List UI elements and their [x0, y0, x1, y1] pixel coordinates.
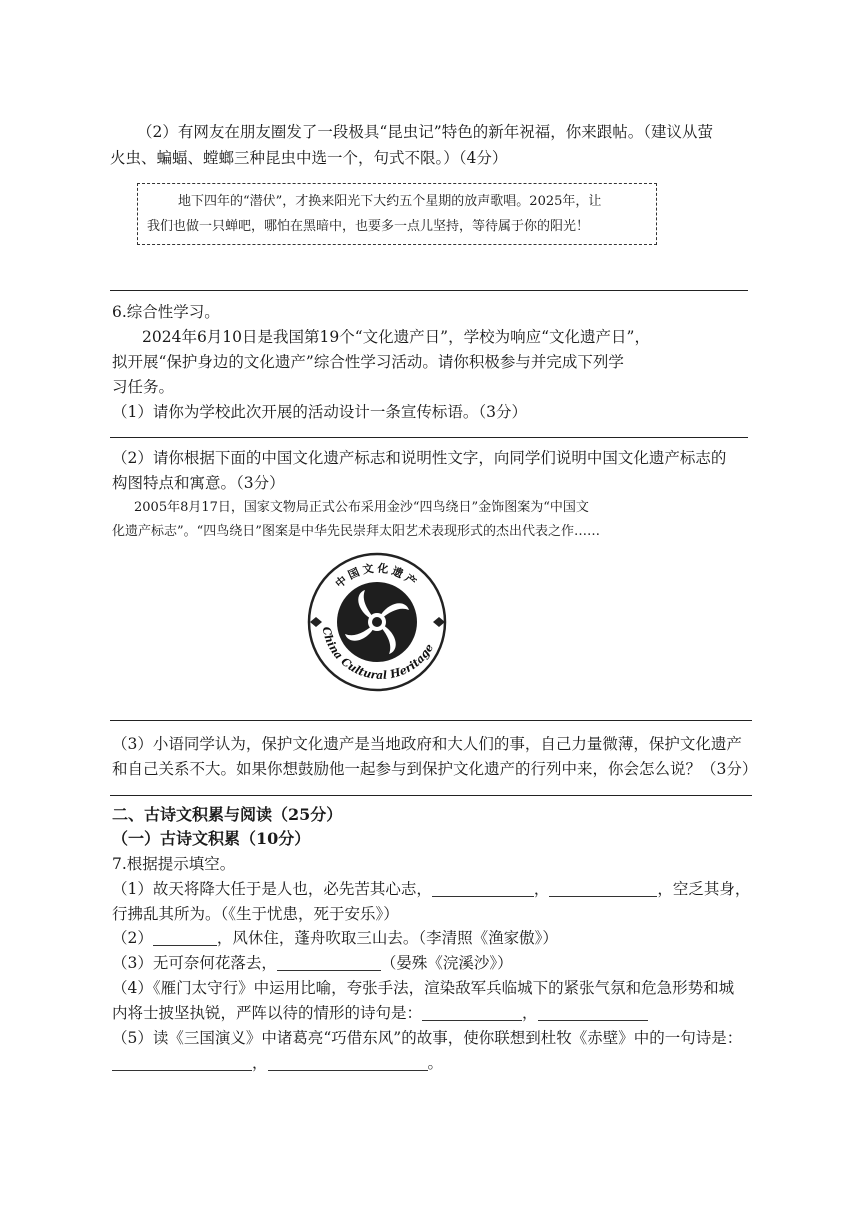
- q7-item3-text-b: （晏殊《浣溪沙》）: [380, 954, 513, 972]
- example-line1: 地下四年的“潜伏”，才换来阳光下大约五个星期的放声歌唱。2025年，让: [178, 194, 602, 209]
- q6-title: 6.综合性学习。: [112, 303, 220, 321]
- q7-item5-text-c: 。: [427, 1054, 444, 1072]
- q6-sub3-line2: 和自己关系不大。如果你想鼓励他一起参与到保护文化遗产的行列中来，你会怎么说？（3分）: [112, 760, 758, 778]
- q7-item1-cont: 行拂乱其所为。（《生于忧患，死于安乐》）: [112, 905, 399, 923]
- part2-subheading: （一）古诗文积累（10分）: [112, 829, 311, 848]
- q5-2-line2: 火虫、蝙蝠、螳螂三种昆虫中选一个，句式不限。）（4分）: [110, 149, 508, 167]
- fill-blank[interactable]: [153, 929, 217, 946]
- q7-item1-text-c: ，空乏其身，: [657, 880, 751, 898]
- q5-2-line1: （2）有网友在朋友圈发了一段极具“昆虫记”特色的新年祝福，你来跟帖。（建议从萤: [137, 123, 713, 141]
- q7-item1-text-a: （1）故天将降大任于是人也，必先苦其心志，: [112, 880, 432, 898]
- q6-sub3-line1: （3）小语同学认为，保护文化遗产是当地政府和大人们的事，自己力量微薄，保护文化遗产: [112, 735, 742, 753]
- material-line1: 2005年8月17日，国家文物局正式公布采用金沙“四鸟绕日”金饰图案为“中国文: [134, 500, 589, 515]
- example-line2: 我们也做一只蝉吧，哪怕在黑暗中，也要多一点儿坚持，等待属于你的阳光！: [147, 219, 590, 234]
- q7-item2-text-a: （2）: [112, 929, 153, 947]
- answer-line: [110, 437, 748, 438]
- answer-line: [110, 290, 748, 291]
- q6-intro3: 习任务。: [112, 378, 175, 396]
- emblem-bottom-text: China Cultural Heritage: [319, 625, 437, 682]
- fill-blank[interactable]: [268, 1054, 428, 1071]
- q6-sub1: （1）请你为学校此次开展的活动设计一条宣传标语。（3分）: [112, 403, 527, 421]
- q7-item4-line1: （4）《雁门太守行》中运用比喻，夸张手法，渲染敌军兵临城下的紧张气氛和危急形势和城: [112, 979, 735, 997]
- fill-blank[interactable]: [112, 1054, 252, 1071]
- q7-item1-text-b: ，: [533, 880, 550, 898]
- q6-intro2: 拟开展“保护身边的文化遗产”综合性学习活动。请你积极参与并完成下列学: [112, 353, 624, 371]
- fill-blank[interactable]: [422, 1004, 522, 1021]
- q7-item4-text-c: ，: [522, 1004, 538, 1022]
- q7-item4-line2: [112, 1002, 648, 1024]
- q7-item4-text-b: 内将士披坚执锐，严阵以待的情形的诗句是：: [112, 1004, 423, 1022]
- q7-item3: [112, 952, 513, 974]
- part2-heading: 二、古诗文积累与阅读（25分）: [112, 805, 343, 824]
- answer-line: [110, 720, 752, 721]
- q7-item2-text-b: ，风休住，蓬舟吹取三山去。（李清照《渔家傲》）: [216, 929, 558, 947]
- q7-item5-line1: （5）读《三国演义》中诸葛亮“巧借东风”的故事，使你联想到杜牧《赤壁》中的一句诗是：: [112, 1029, 743, 1047]
- q6-sub2-line1: （2）请你根据下面的中国文化遗产标志和说明性文字，向同学们说明中国文化遗产标志的: [112, 449, 727, 467]
- q7-title: 7.根据提示填空。: [112, 855, 236, 873]
- q7-item2: [112, 927, 558, 949]
- q7-item5-line2: [112, 1052, 443, 1074]
- fill-blank[interactable]: [277, 954, 381, 971]
- q7-item3-text-a: （3）无可奈何花落去，: [112, 954, 277, 972]
- q6-sub2-line2: 构图特点和寓意。（3分）: [112, 474, 285, 492]
- fill-blank[interactable]: [549, 880, 657, 897]
- q6-intro1: 2024年6月10日是我国第19个“文化遗产日”，学校为响应“文化遗产日”，: [142, 328, 650, 346]
- emblem-top-text: 中国文化遗产: [332, 561, 422, 591]
- q7-item1: [112, 878, 750, 900]
- fill-blank[interactable]: [538, 1004, 648, 1021]
- fill-blank[interactable]: [432, 880, 534, 897]
- material-line2: 化遗产标志”。“四鸟绕日”图案是中华先民崇拜太阳艺术表现形式的杰出代表之作……: [112, 524, 600, 539]
- heritage-emblem: [305, 550, 450, 695]
- answer-line: [110, 795, 752, 796]
- q7-item5-text-b: ，: [252, 1054, 268, 1072]
